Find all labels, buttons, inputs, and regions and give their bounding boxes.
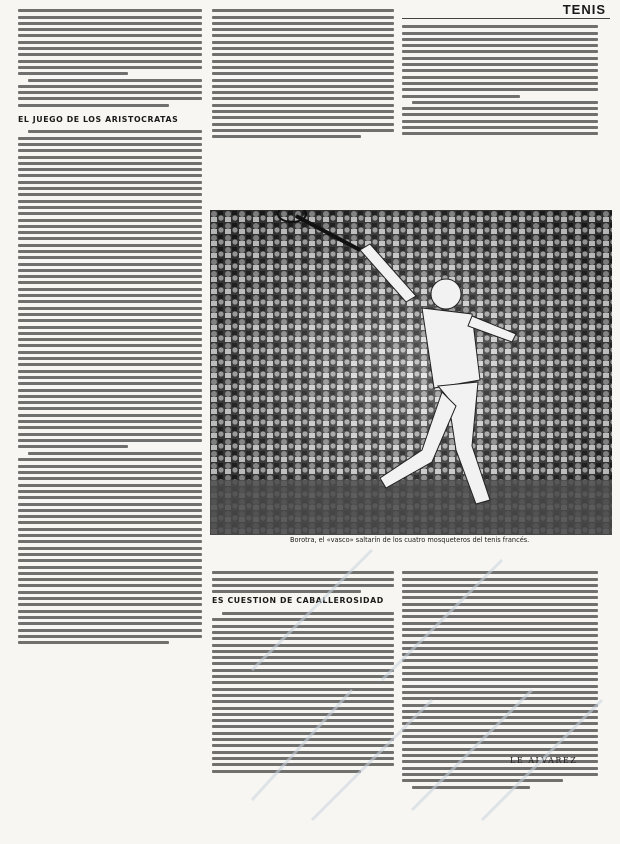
section-tag: TENIS xyxy=(562,2,606,17)
column-3 xyxy=(402,22,598,139)
body-text-block xyxy=(18,130,202,448)
body-text-block xyxy=(212,612,394,772)
header-rule xyxy=(402,18,610,19)
column-1 xyxy=(18,6,202,647)
subhead-aristocrats: EL JUEGO DE LOS ARISTOCRATAS xyxy=(18,114,179,124)
body-text-block xyxy=(402,25,598,135)
byline: LE ALVAREZ xyxy=(510,756,578,765)
body-text-block xyxy=(18,452,202,644)
body-text-block xyxy=(402,786,598,789)
body-text-block xyxy=(18,9,202,106)
subhead-gentlemen: ES CUESTION DE CABALLEROSIDAD xyxy=(212,596,384,606)
body-text-block xyxy=(402,571,598,782)
column-2 xyxy=(212,6,394,142)
column-4 xyxy=(212,568,394,776)
photo-caption: Borotra, el «vasco» saltarín de los cuatro mosqueteros del tenis francés. xyxy=(290,536,530,544)
body-text-block xyxy=(212,9,394,138)
photo-tennis-player xyxy=(210,210,612,535)
body-text-block xyxy=(212,571,394,593)
